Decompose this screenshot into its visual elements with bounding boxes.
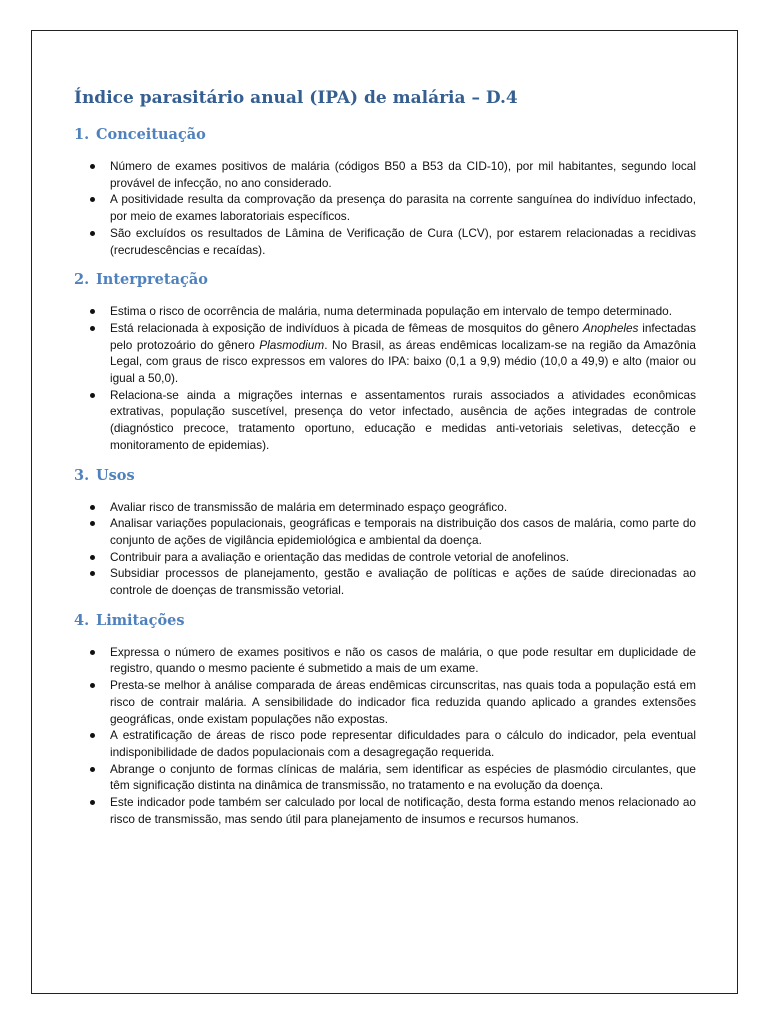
bullet-icon — [90, 505, 95, 510]
list-item — [74, 158, 696, 191]
bullet-icon — [90, 800, 95, 805]
bullet-list — [74, 158, 696, 258]
section-limitacoes — [74, 611, 696, 828]
bullet-list — [74, 644, 696, 828]
list-item-text: Expressa o número de exames positivos e não os casos de malária, o que pode resultar em duplicidade de registro, quando o mesmo paciente é submetido a mais de um exame. — [110, 644, 696, 676]
bullet-icon — [90, 767, 95, 772]
list-item-text: Avaliar risco de transmissão de malária em determinado espaço geográfico. — [110, 499, 508, 514]
section-usos — [74, 466, 696, 599]
section-heading-text: Limitações — [96, 611, 185, 629]
section-interpretacao — [74, 270, 696, 453]
list-item — [74, 644, 696, 677]
bullet-icon — [90, 555, 95, 560]
bullet-icon — [90, 733, 95, 738]
document-page — [31, 30, 738, 994]
list-item — [74, 225, 696, 258]
section-number: 3. — [74, 466, 90, 484]
bullet-icon — [90, 164, 95, 169]
section-number: 4. — [74, 611, 90, 629]
section-number: 1. — [74, 126, 90, 143]
list-item — [74, 303, 696, 320]
list-item — [74, 727, 696, 760]
list-item-text: Número de exames positivos de malária (códigos B50 a B53 da CID-10), por mil habitantes, segundo local provável de infecção, no ano considerado. — [110, 159, 696, 190]
list-item-text: Presta-se melhor à análise comparada de áreas endêmicas circunscritas, nas quais toda a população está em risco de contrair malária. A sensibilidade do indicador fica reduzida quando aplicado a grandes extensões geográficas, onde existam populações não expostas. — [110, 678, 696, 726]
section-heading — [74, 125, 696, 145]
list-item — [74, 761, 696, 794]
list-item-text: São excluídos os resultados de Lâmina de Verificação de Cura (LCV), por estarem relacionadas a recidivas (recrudescências e recaídas). — [110, 225, 696, 257]
list-item-text: Relaciona-se ainda a migrações internas e assentamentos rurais associados a atividades econômicas extrativas, população suscetível, presença do vetor infectado, ausência de ações integradas de controle (diagnóstico precoce, tratamento oportuno, educação e medidas anti-vetoriais seletivas, detecção e monitoramento de epidemias). — [110, 387, 696, 452]
section-heading — [74, 611, 696, 631]
bullet-list — [74, 499, 696, 599]
section-heading-text: Usos — [96, 466, 135, 484]
list-item — [74, 387, 696, 454]
list-item — [74, 565, 696, 598]
section-number: 2. — [74, 271, 90, 289]
bullet-icon — [90, 326, 95, 331]
list-item — [74, 320, 696, 387]
bullet-icon — [90, 197, 95, 202]
bullet-icon — [90, 571, 95, 576]
bullet-list — [74, 303, 696, 453]
section-heading — [74, 270, 696, 290]
document-title: Índice parasitário anual (IPA) de malária – D.4 — [74, 88, 518, 108]
bullet-icon — [90, 683, 95, 688]
list-item-text: Contribuir para a avaliação e orientação das medidas de controle vetorial de anofelinos. — [110, 549, 570, 564]
document-content — [74, 87, 696, 840]
list-item — [74, 549, 696, 566]
list-item-text: Abrange o conjunto de formas clínicas de malária, sem identificar as espécies de plasmódio circulantes, que têm significação distinta na dinâmica de transmissão, no tratamento e na evolução da doença. — [110, 761, 696, 793]
bullet-icon — [90, 231, 95, 236]
list-item — [74, 677, 696, 727]
list-item-text: Subsidiar processos de planejamento, gestão e avaliação de políticas e ações de saúde direcionadas ao controle de doenças de transmissão vetorial. — [110, 566, 696, 598]
bullet-icon — [90, 309, 95, 314]
list-item-text: Está relacionada à exposição de indivíduos à picada de fêmeas de mosquitos do gênero Anopheles infectadas pelo protozoário do gênero Plasmodium. No Brasil, as áreas endêmicas localizam-se na região da Amazônia Legal, com graus de risco expressos em valores do IPA: baixo (0,1 a 9,9) médio (10,0 a 49,9) e alto (maior ou igual a 50,0). — [110, 320, 696, 386]
list-item-text: Estima o risco de ocorrência de malária, numa determinada população em intervalo de tempo determinado. — [110, 304, 672, 319]
list-item — [74, 515, 696, 548]
list-item-text: A estratificação de áreas de risco pode representar dificuldades para o cálculo do indicador, pela eventual indisponibilidade de dados populacionais com a desagregação requerida. — [110, 728, 696, 759]
list-item — [74, 191, 696, 224]
section-heading — [74, 466, 696, 486]
list-item — [74, 794, 696, 827]
section-heading-text: Conceituação — [96, 126, 206, 143]
bullet-icon — [90, 521, 95, 526]
list-item-text: A positividade resulta da comprovação da presença do parasita na corrente sanguínea do indivíduo infectado, por meio de exames laboratoriais específicos. — [110, 192, 696, 224]
bullet-icon — [90, 650, 95, 655]
section-conceituacao — [74, 125, 696, 258]
list-item-text: Este indicador pode também ser calculado por local de notificação, desta forma estando menos relacionado ao risco de transmissão, mas sendo útil para planejamento de insumos e recursos humanos. — [110, 795, 696, 826]
list-item-text: Analisar variações populacionais, geográficas e temporais na distribuição dos casos de malária, como parte do conjunto de ações de vigilância epidemiológica e ambiental da doença. — [110, 516, 696, 547]
list-item — [74, 499, 696, 516]
section-heading-text: Interpretação — [96, 271, 208, 289]
bullet-icon — [90, 393, 95, 398]
